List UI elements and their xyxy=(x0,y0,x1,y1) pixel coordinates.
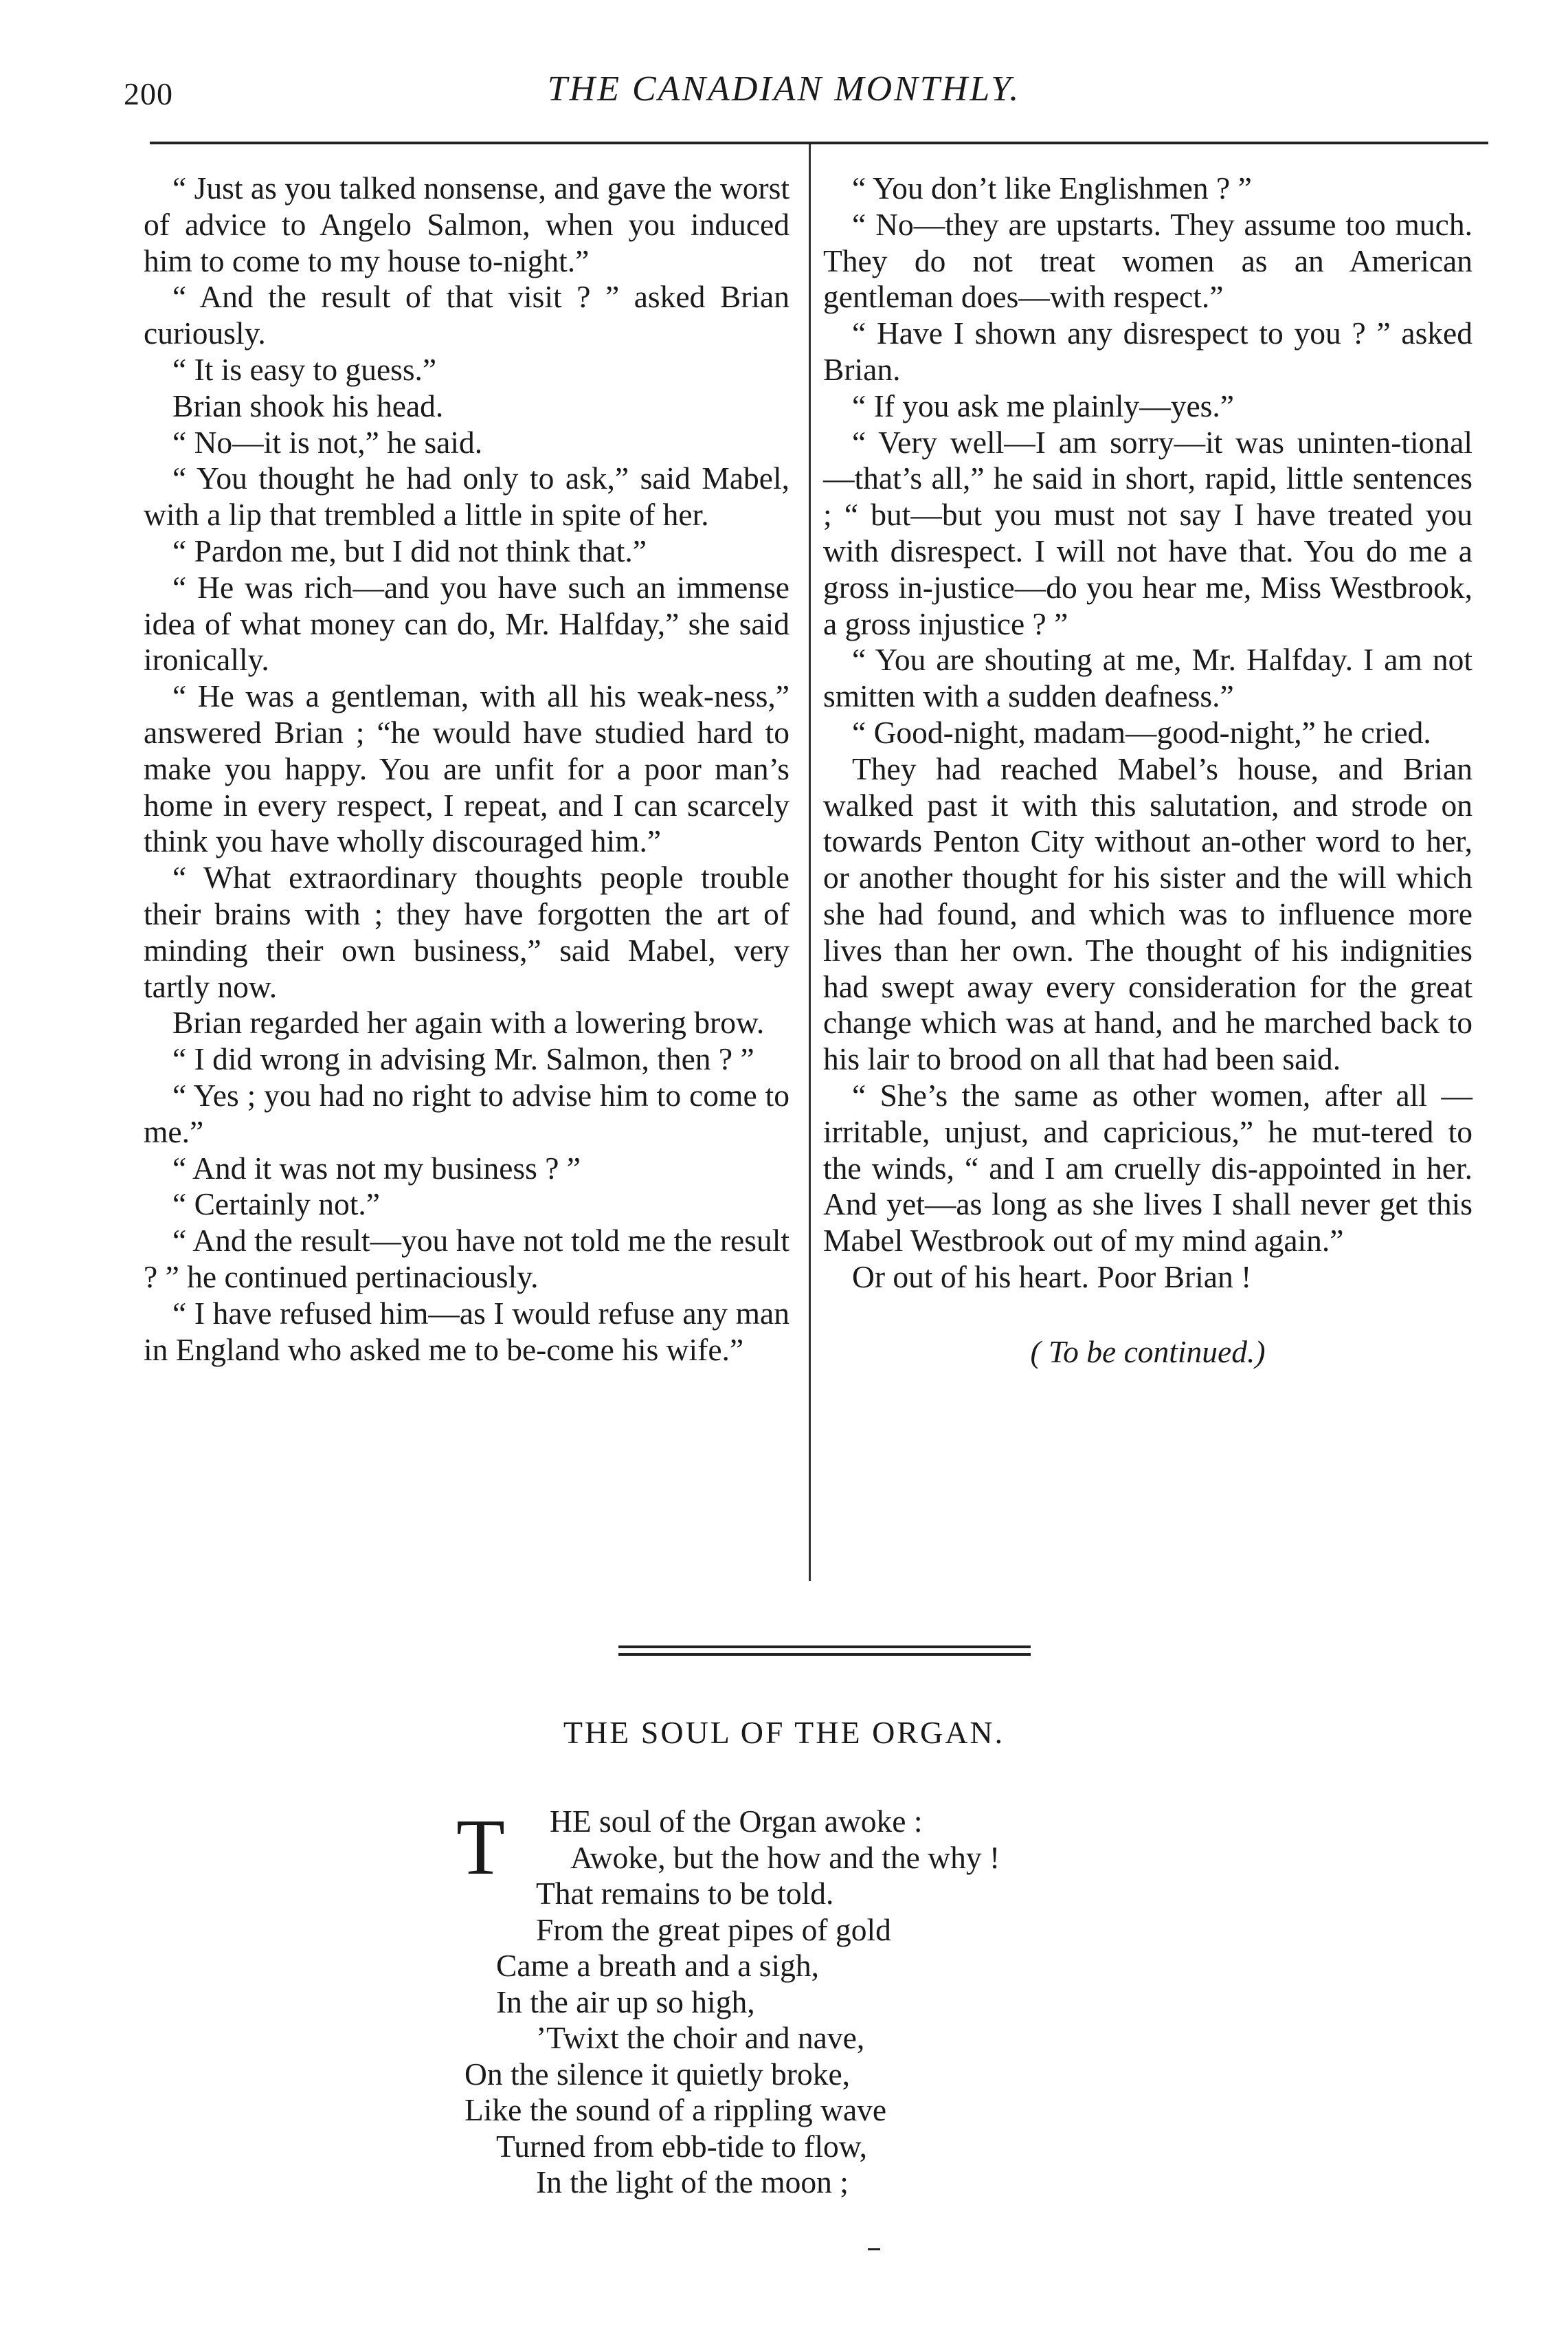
drop-cap: T xyxy=(456,1804,505,1892)
left-column xyxy=(144,170,789,1368)
poem-title: THE SOUL OF THE ORGAN. xyxy=(563,1715,1005,1750)
page-number: 200 xyxy=(124,76,173,111)
paragraph: “ You are shouting at me, Mr. Halfday. I am not smitten with a sudden deafness.” xyxy=(823,642,1472,714)
poem-line: ’Twixt the choir and nave, xyxy=(536,2020,865,2055)
paragraph: “ If you ask me plainly—yes.” xyxy=(852,388,1234,423)
poem-line: Like the sound of a rippling wave xyxy=(464,2092,887,2127)
paragraph: “ I have refused him—as I would refuse any man in England who asked me to be-come his wife.” xyxy=(144,1295,789,1367)
poem-line: HE soul of the Organ awoke : xyxy=(550,1804,923,1839)
continued-note: ( To be continued.) xyxy=(1030,1333,1266,1369)
paragraph: “ Just as you talked nonsense, and gave the worst of advice to Angelo Salmon, when you induced him to come to my house to-night.” xyxy=(144,170,789,278)
poem-line: Turned from ebb-tide to flow, xyxy=(496,2128,868,2164)
paragraph: “ He was a gentleman, with all his weak-ness,” answered Brian ; “he would have studied hard to make you happy. You are unfit for a poor man’s home in every respect, I repeat, and I can scarcely think you have wholly discouraged him.” xyxy=(144,678,789,859)
paragraph: “ You don’t like Englishmen ? ” xyxy=(852,170,1252,206)
paragraph: “ He was rich—and you have such an immense idea of what money can do, Mr. Halfday,” she said ironically. xyxy=(144,569,789,678)
paragraph: “ Good-night, madam—good-night,” he cried. xyxy=(852,714,1431,750)
paragraph: “ Certainly not.” xyxy=(172,1186,380,1222)
paragraph: “ Have I shown any disrespect to you ? ” asked Brian. xyxy=(823,315,1472,387)
paragraph: “ No—it is not,” he said. xyxy=(172,424,483,460)
paragraph: “ Very well—I am sorry—it was uninten-tional—that’s all,” he said in short, rapid, little sentences ; “ but—but you must not say I have treated you with disrespect. I will not have that. You do me a gross in-justice—do you hear me, Miss Westbrook, a gross injustice ? ” xyxy=(823,424,1472,641)
poem-line: From the great pipes of gold xyxy=(536,1911,891,1947)
paragraph: They had reached Mabel’s house, and Brian walked past it with this salutation, and strode on towards Penton City without an-other word to her, or another thought for his sister and the will which she had found, and which was to influence more lives than her own. The thought of his indignities had swept away every consideration for the great change which was at hand, and he marched back to his lair to brood on all that had been said. xyxy=(823,751,1472,1077)
poem-line: Awoke, but the how and the why ! xyxy=(570,1839,1000,1875)
right-column xyxy=(823,170,1472,1371)
paragraph: Brian regarded her again with a lowering brow. xyxy=(172,1005,765,1041)
paragraph: “ Pardon me, but I did not think that.” xyxy=(172,533,647,568)
paragraph: “ Yes ; you had no right to advise him to come to me.” xyxy=(144,1077,789,1149)
poem-line: That remains to be told. xyxy=(536,1876,834,1911)
poem xyxy=(453,1804,1000,2201)
poem-line: On the silence it quietly broke, xyxy=(464,2056,851,2092)
paragraph: “ And it was not my business ? ” xyxy=(172,1150,581,1186)
section-rule-top xyxy=(618,1645,1031,1648)
header-rule xyxy=(150,142,1488,144)
paragraph: “ You thought he had only to ask,” said Mabel, with a lip that trembled a little in spite of her. xyxy=(144,461,789,533)
column-divider xyxy=(809,144,811,1581)
paragraph: “ She’s the same as other women, after all —irritable, unjust, and capricious,” he mut-tered to the winds, “ and I am cruelly dis-appointed in her. And yet—as long as she lives I shall never get this Mabel Westbrook out of my mind again.” xyxy=(823,1077,1472,1259)
running-head: THE CANADIAN MONTHLY. xyxy=(547,69,1021,109)
paragraph: “ I did wrong in advising Mr. Salmon, then ? ” xyxy=(172,1041,754,1077)
poem-line: Came a breath and a sigh, xyxy=(496,1948,819,1983)
footer-dash xyxy=(868,2248,880,2250)
section-rule-bottom xyxy=(618,1653,1031,1656)
poem-line: In the light of the moon ; xyxy=(536,2164,849,2199)
poem-line: In the air up so high, xyxy=(496,1984,755,2019)
paragraph: “ It is easy to guess.” xyxy=(172,351,437,387)
paragraph: Or out of his heart. Poor Brian ! xyxy=(852,1259,1252,1294)
paragraph: “ And the result—you have not told me the result ? ” he continued pertinaciously. xyxy=(144,1223,789,1294)
paragraph: “ What extraordinary thoughts people trouble their brains with ; they have forgotten the art of minding their own business,” said Mabel, very tartly now. xyxy=(144,860,789,1004)
paragraph: “ And the result of that visit ? ” asked Brian curiously. xyxy=(144,279,789,351)
paragraph: “ No—they are upstarts. They assume too much. They do not treat women as an American gentleman does—with respect.” xyxy=(823,206,1472,315)
paragraph: Brian shook his head. xyxy=(172,388,444,423)
